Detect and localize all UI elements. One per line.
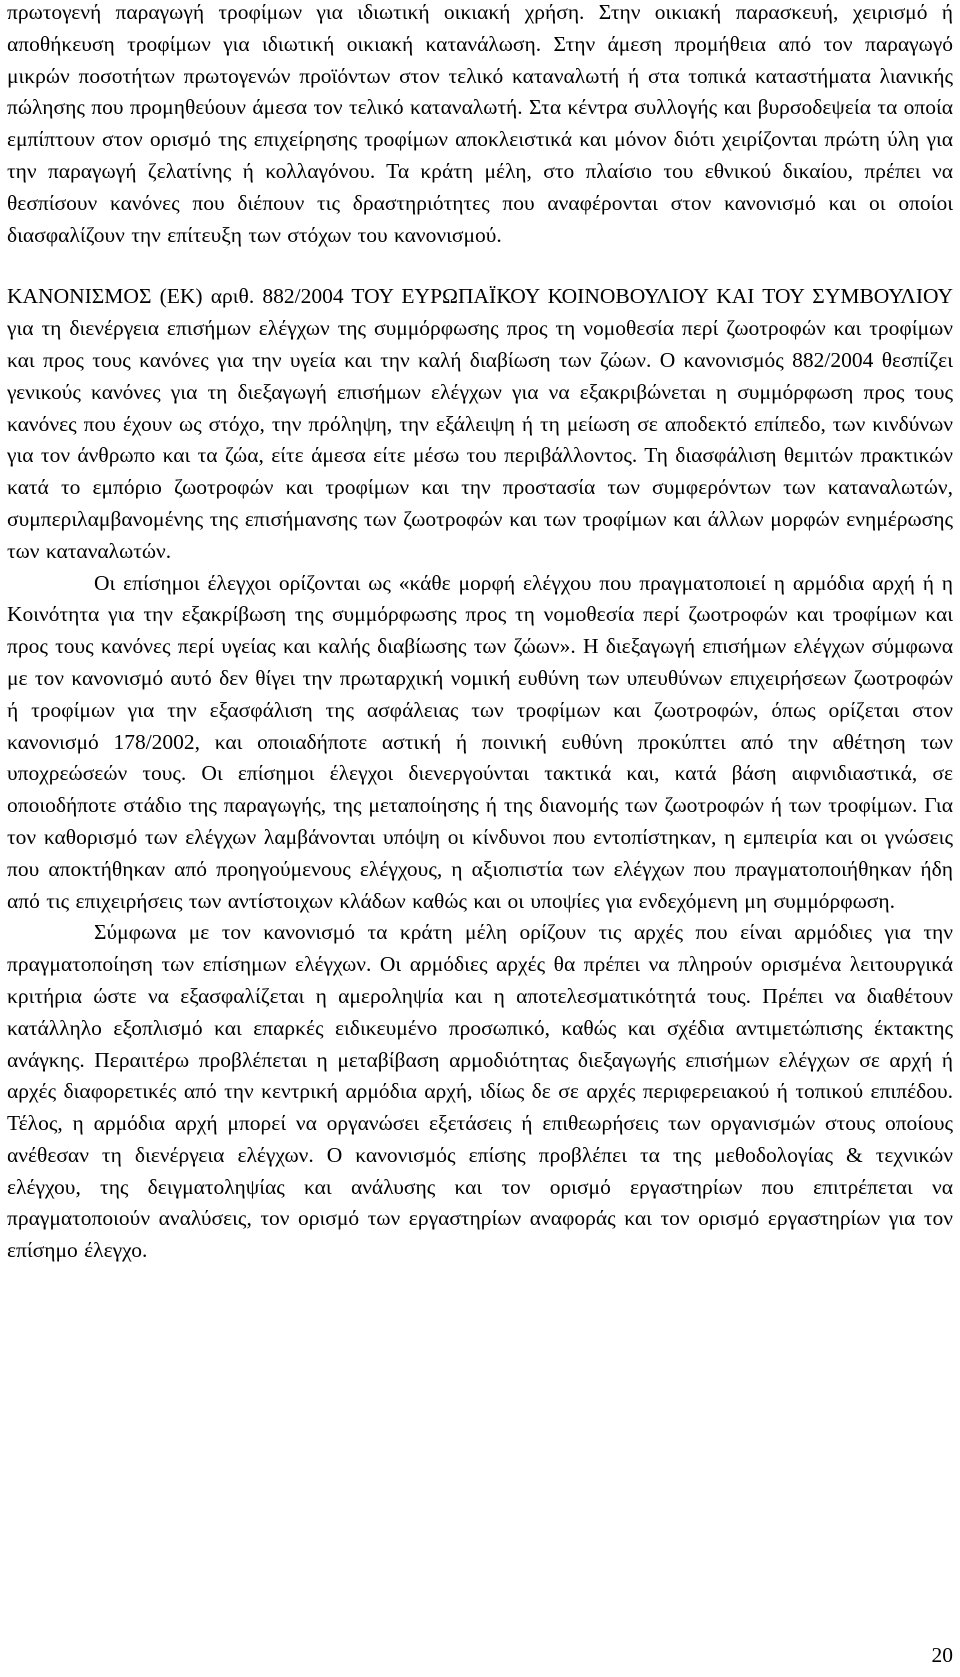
- document-page: [7, 0, 953, 1267]
- paragraph-official-controls: Οι επίσημοι έλεγχοι ορίζονται ως «κάθε μορφή ελέγχου που πραγματοποιεί η αρμόδια αρχή ή η Κοινότητα για την εξακρίβωση της συμμόρφωσης προς τη νομοθεσία περί ζωοτροφών και τροφίμων και προς τους κανόνες περί υγείας και καλής διαβίωσης των ζώων». Η διεξαγωγή επισήμων ελέγχων σύμφωνα με τον κανονισμό αυτό δεν θίγει την πρωταρχική νομική ευθύνη των υπευθύνων επιχειρήσεων ζωοτροφών ή τροφίμων για την εξασφάλιση της ασφάλειας των τροφίμων και ζωοτροφών, όπως ορίζεται στον κανονισμό 178/2002, και οποιαδήποτε αστική ή ποινική ευθύνη προκύπτει από την αθέτηση των υποχρεώσεών τους. Οι επίσημοι έλεγχοι διενεργούνται τακτικά και, κατά βάση αιφνιδιαστικά, σε οποιοδήποτε στάδιο της παραγωγής, της μεταποίησης ή της διανομής των ζωοτροφών ή των τροφίμων. Για τον καθορισμό των ελέγχων λαμβάνονται υπόψη οι κίνδυνοι που εντοπίστηκαν, η εμπειρία και οι γνώσεις που αποκτήθηκαν από προηγούμενους ελέγχους, η αξιοπιστία των ελέγχων που πραγματοποιήθηκαν ήδη από τις επιχειρήσεις των αντίστοιχων κλάδων καθώς και οι υποψίες για ενδεχόμενη μη συμμόρφωση.: [7, 570, 953, 913]
- paragraph-exemptions: πρωτογενή παραγωγή τροφίμων για ιδιωτική οικιακή χρήση. Στην οικιακή παρασκευή, χειρισμό ή αποθήκευση τροφίμων για ιδιωτική οικιακή κατανάλωση. Στην άμεση προμήθεια από τον παραγωγό μικρών ποσοτήτων πρωτογενών προϊόντων στον τελικό καταναλωτή ή στα τοπικά καταστήματα λιανικής πώλησης που προμηθεύουν άμεσα τον τελικό καταναλωτή. Στα κέντρα συλλογής και βυρσοδεψεία τα οποία εμπίπτουν στον ορισμό της επιχείρησης τροφίμων αποκλειστικά και μόνον διότι χειρίζονται πρώτη ύλη για την παραγωγή ζελατίνης ή κολλαγόνου. Τα κράτη μέλη, στο πλαίσιο του εθνικού δικαίου, πρέπει να θεσπίσουν κανόνες που διέπουν τις δραστηριότητες που αναφέρονται στον κανονισμό και οι οποίοι διασφαλίζουν την επίτευξη των στόχων του κανονισμού.: [7, 0, 953, 247]
- page-number: 20: [931, 1643, 953, 1667]
- paragraph-regulation-882-2004: ΚΑΝΟΝΙΣΜΟΣ (ΕΚ) αριθ. 882/2004 ΤΟΥ ΕΥΡΩΠΑΪΚΟΥ ΚΟΙΝΟΒΟΥΛΙΟΥ ΚΑΙ ΤΟΥ ΣΥΜΒΟΥΛΙΟΥ για τη διενέργεια επισήμων ελέγχων της συμμόρφωσης προς τη νομοθεσία περί ζωοτροφών και τροφίμων και προς τους κανόνες για την υγεία και την καλή διαβίωση των ζώων. Ο κανονισμός 882/2004 θεσπίζει γενικούς κανόνες για τη διεξαγωγή επισήμων ελέγχων για να εξακριβώνεται η συμμόρφωση προς τους κανόνες που έχουν ως στόχο, την πρόληψη, την εξάλειψη ή τη μείωση σε αποδεκτό επίπεδο, των κινδύνων για τον άνθρωπο και τα ζώα, είτε άμεσα είτε μέσω του περιβάλλοντος. Τη διασφάλιση θεμιτών πρακτικών κατά το εμπόριο ζωοτροφών και τροφίμων και την προστασία των συμφερόντων των καταναλωτών, συμπεριλαμβανομένης της επισήμανσης των ζωοτροφών και των τροφίμων και άλλων μορφών ενημέρωσης των καταναλωτών.: [7, 284, 953, 563]
- paragraph-competent-authorities: Σύμφωνα με τον κανονισμό τα κράτη μέλη ορίζουν τις αρχές που είναι αρμόδιες για την πραγματοποίηση των επίσημων ελέγχων. Οι αρμόδιες αρχές θα πρέπει να πληρούν ορισμένα λειτουργικά κριτήρια ώστε να εξασφαλίζεται η αμεροληψία και η αποτελεσματικότητά τους. Πρέπει να διαθέτουν κατάλληλο εξοπλισμό και επαρκές ειδικευμένο προσωπικό, καθώς και σχέδια αντιμετώπισης έκτακτης ανάγκης. Περαιτέρω προβλέπεται η μεταβίβαση αρμοδιότητας διεξαγωγής επισήμων ελέγχων σε αρχή ή αρχές διαφορετικές από την κεντρική αρμόδια αρχή, ιδίως δε σε αρχές περιφερειακού ή τοπικού επιπέδου. Τέλος, η αρμόδια αρχή μπορεί να οργανώσει εξετάσεις ή επιθεωρήσεις των οργανισμών στους οποίους ανέθεσαν τη διενέργεια ελέγχων. Ο κανονισμός επίσης προβλέπει τα της μεθοδολογίας & τεχνικών ελέγχου, της δειγματοληψίας και ανάλυσης και τον ορισμό εργαστηρίων που επιτρέπεται να πραγματοποιούν αναλύσεις, τον ορισμό των εργαστηρίων αναφοράς και τον ορισμό εργαστηρίων για τον επίσημο έλεγχο.: [7, 920, 953, 1263]
